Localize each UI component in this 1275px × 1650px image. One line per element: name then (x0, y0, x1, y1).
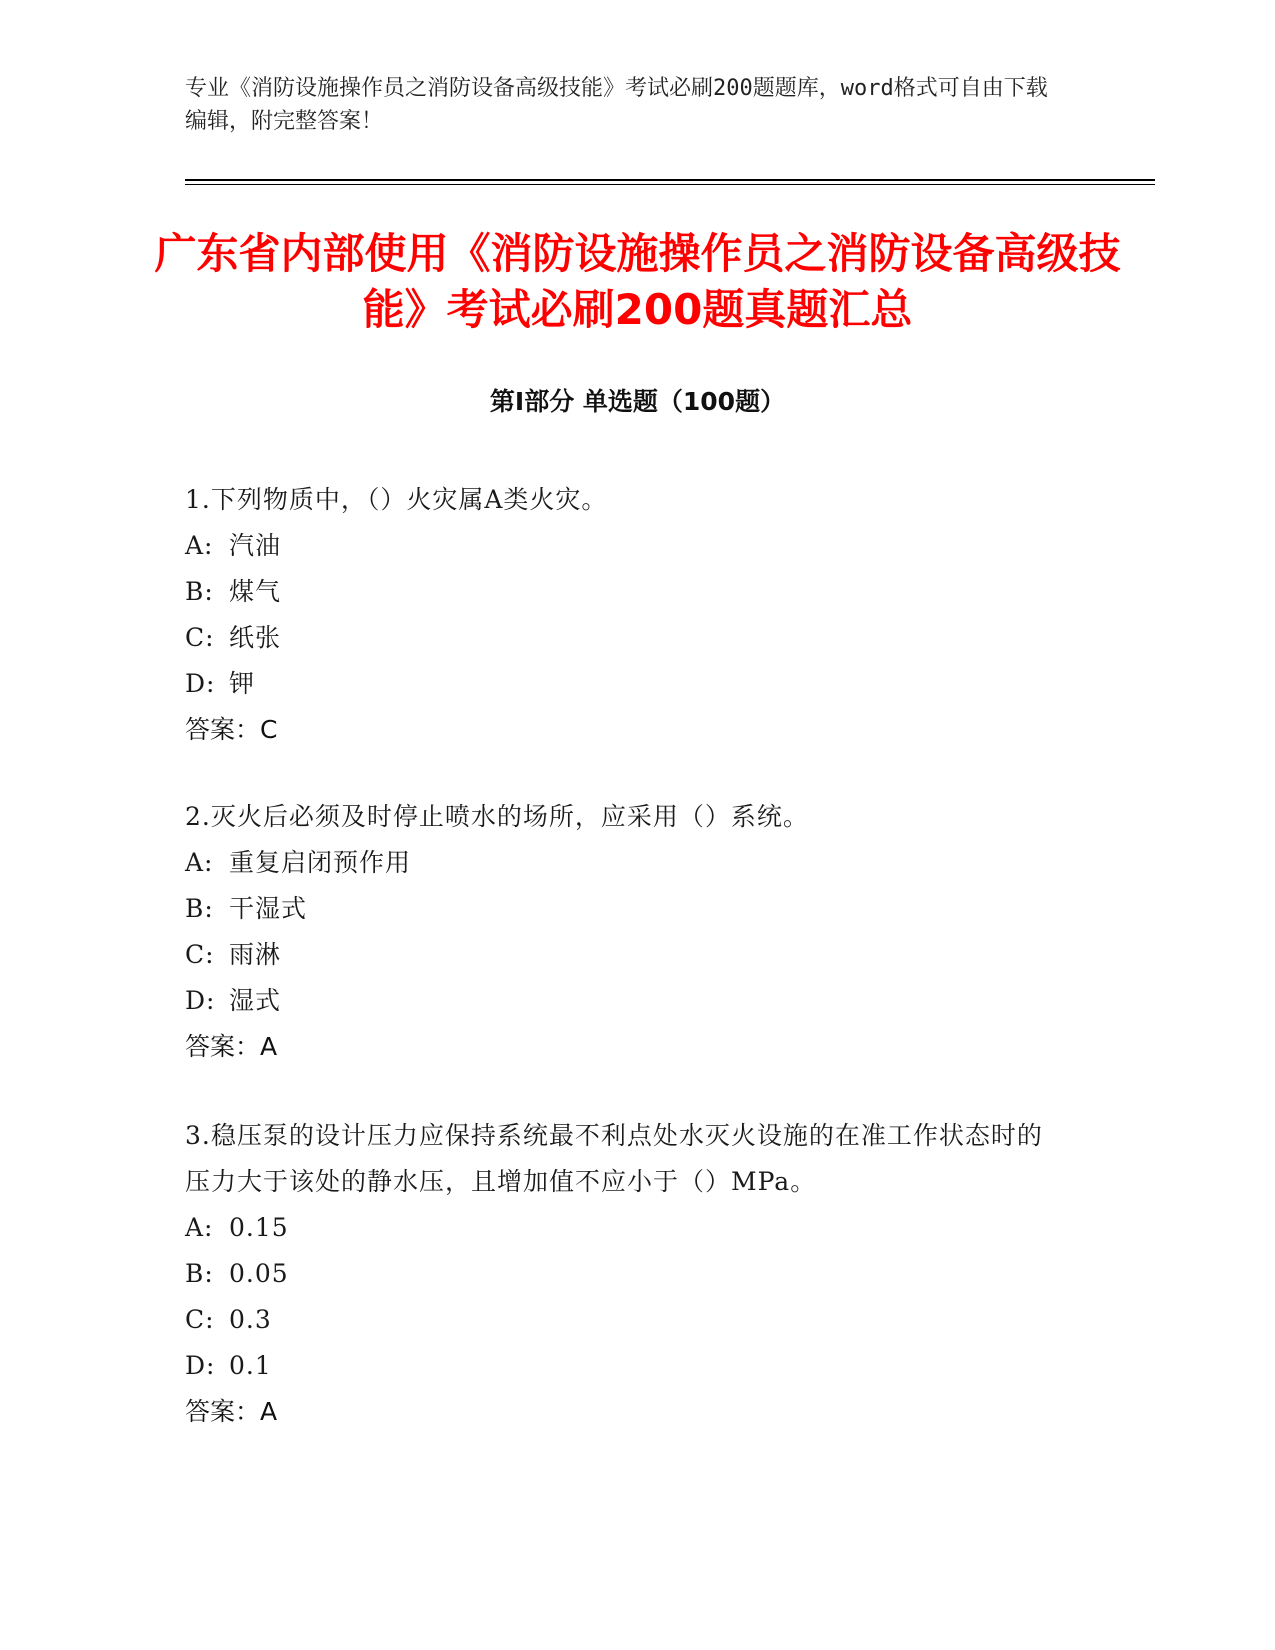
option-letter: D: (185, 1351, 216, 1380)
answer-line: 答案：C (185, 715, 278, 744)
option-letter: D: (185, 986, 216, 1015)
option-text: 0.3 (229, 1305, 272, 1334)
option-text: 重复启闭预作用 (229, 848, 412, 877)
question-stem: 2.灭火后必须及时停止喷水的场所，应采用（）系统。 (185, 802, 809, 831)
question-item (185, 794, 1065, 1070)
option-letter: B: (185, 894, 214, 923)
option-b (185, 1251, 1065, 1297)
question-stem: 1.下列物质中，（）火灾属A类火灾。 (185, 485, 608, 514)
question-stem: 3.稳压泵的设计压力应保持系统最不利点处水灭火设施的在准工作状态时的压力大于该处的静水压，且增加值不应小于（）MPa。 (185, 1121, 1043, 1196)
option-a (185, 1205, 1065, 1251)
option-text: 干湿式 (229, 894, 308, 923)
option-d (185, 978, 1065, 1024)
option-letter: A: (185, 848, 214, 877)
header-divider-thin (185, 184, 1155, 185)
option-b (185, 569, 1065, 615)
question-item (185, 1113, 1065, 1435)
option-letter: C: (185, 623, 215, 652)
option-text: 钾 (229, 669, 256, 698)
option-b (185, 886, 1065, 932)
option-c (185, 932, 1065, 978)
document-title: 广东省内部使用《消防设施操作员之消防设备高级技能》考试必刷200题真题汇总 (154, 229, 1121, 334)
option-a (185, 840, 1065, 886)
option-text: 汽油 (229, 531, 282, 560)
option-c (185, 615, 1065, 661)
option-letter: C: (185, 940, 215, 969)
header-divider-thick (185, 179, 1155, 181)
option-text: 煤气 (229, 577, 282, 606)
answer-line: 答案：A (185, 1032, 278, 1061)
option-letter: D: (185, 669, 216, 698)
option-text: 0.15 (229, 1213, 289, 1242)
option-text: 0.1 (229, 1351, 272, 1380)
option-text: 0.05 (229, 1259, 289, 1288)
option-text: 纸张 (229, 623, 282, 652)
option-text: 湿式 (229, 986, 282, 1015)
option-text: 雨淋 (229, 940, 282, 969)
question-item (185, 477, 1065, 753)
option-d (185, 1343, 1065, 1389)
option-letter: C: (185, 1305, 215, 1334)
section-title: 第Ⅰ部分 单选题（100题） (489, 387, 786, 416)
option-letter: A: (185, 531, 214, 560)
option-letter: A: (185, 1213, 214, 1242)
option-c (185, 1297, 1065, 1343)
answer-line: 答案：A (185, 1397, 278, 1426)
option-letter: B: (185, 577, 214, 606)
option-a (185, 523, 1065, 569)
header-note: 专业《消防设施操作员之消防设备高级技能》考试必刷200题题库，word格式可自由下载编辑，附完整答案！ (185, 76, 1048, 134)
option-letter: B: (185, 1259, 214, 1288)
option-d (185, 661, 1065, 707)
